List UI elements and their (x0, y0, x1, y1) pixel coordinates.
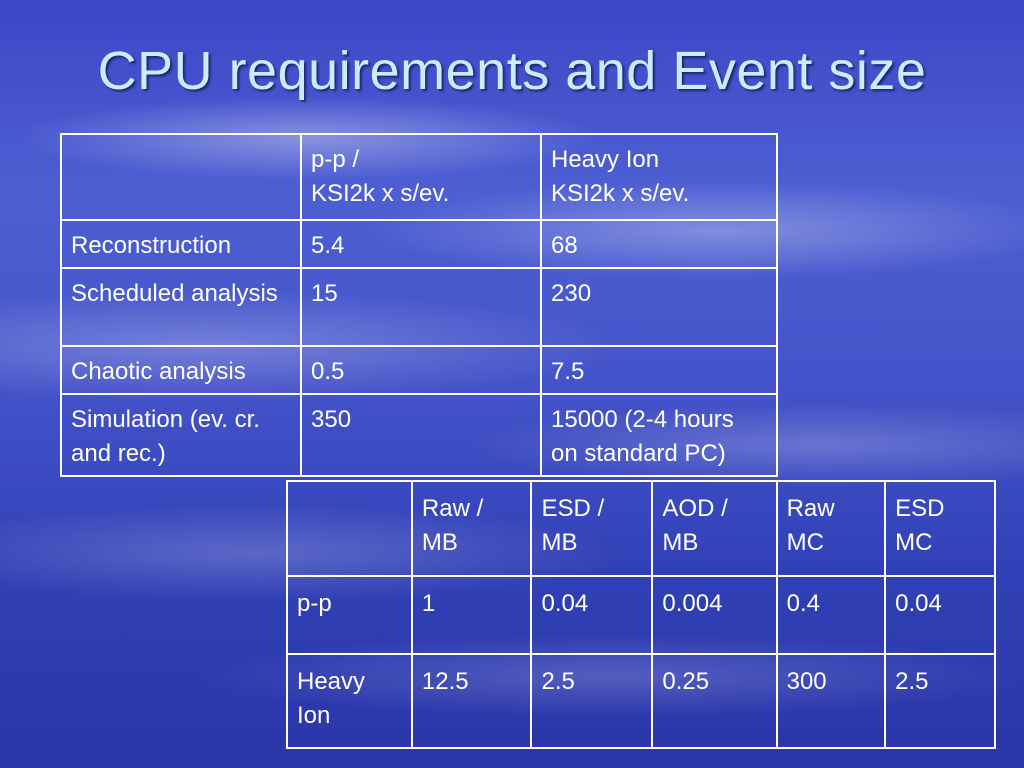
table-cell: 2.5 (531, 654, 652, 748)
table-cell: Reconstruction (61, 220, 301, 268)
header-line: p-p / (311, 146, 360, 173)
table-cell: Heavy Ion (287, 654, 412, 748)
table-cell: 68 (541, 220, 777, 268)
table-cell: 0.04 (531, 576, 652, 654)
table-row (61, 346, 777, 394)
table-cell: p-p (287, 576, 412, 654)
table-header-cell (287, 481, 412, 576)
table-cell: 0.25 (652, 654, 776, 748)
table-cell: 0.04 (885, 576, 995, 654)
event-size-table (286, 480, 996, 749)
table-row (61, 394, 777, 476)
table-header-cell (541, 134, 777, 220)
table-cell: Scheduled analysis (61, 268, 301, 346)
table-header-cell (61, 134, 301, 220)
table-row (287, 576, 995, 654)
table-cell: 12.5 (412, 654, 532, 748)
table-row (287, 654, 995, 748)
table-header-cell: ESD / MB (531, 481, 652, 576)
table-header-row (61, 134, 777, 220)
table-row (61, 220, 777, 268)
slide-title: CPU requirements and Event size (97, 41, 927, 101)
header-line: KSI2k x s/ev. (551, 180, 690, 207)
header-line: Heavy Ion (551, 146, 660, 173)
table-cell: 0.004 (652, 576, 776, 654)
table-header-cell: AOD / MB (652, 481, 776, 576)
table-cell: 350 (301, 394, 541, 476)
table-cell: 300 (777, 654, 886, 748)
table-cell: 2.5 (885, 654, 995, 748)
cpu-requirements-table (60, 133, 778, 477)
table-cell: 0.5 (301, 346, 541, 394)
table-cell: Chaotic analysis (61, 346, 301, 394)
table-header-cell (301, 134, 541, 220)
table-header-cell: Raw MC (777, 481, 886, 576)
table-cell: 15 (301, 268, 541, 346)
table-cell: 5.4 (301, 220, 541, 268)
table-cell: 15000 (2-4 hours on standard PC) (541, 394, 777, 476)
header-line: KSI2k x s/ev. (311, 180, 450, 207)
table-header-cell: ESD MC (885, 481, 995, 576)
table-cell: 0.4 (777, 576, 886, 654)
table-cell: 230 (541, 268, 777, 346)
table-cell: 1 (412, 576, 532, 654)
table-header-row (287, 481, 995, 576)
table-cell: Simulation (ev. cr. and rec.) (61, 394, 301, 476)
table-row (61, 268, 777, 346)
table-header-cell: Raw / MB (412, 481, 532, 576)
table-cell: 7.5 (541, 346, 777, 394)
